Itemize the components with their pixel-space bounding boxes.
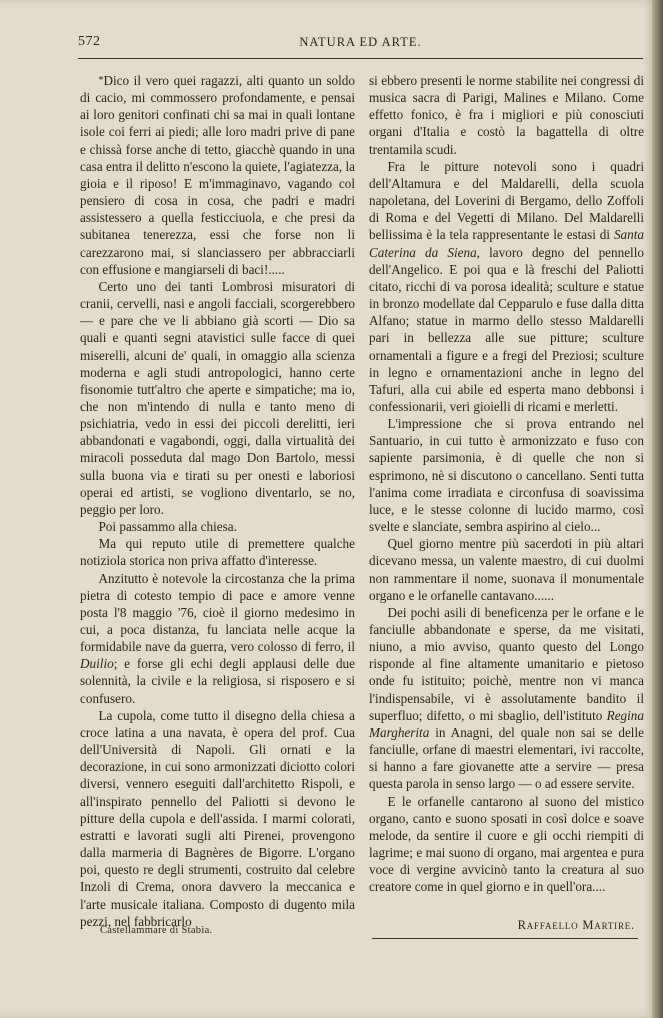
italic-title: Duilio: [80, 656, 114, 672]
paragraph-text: Dico il vero quei ragazzi, alti quanto un soldo di cacio, mi commossero profondamente, e pensai ai loro genitori confinati chi sa mai in quali lontane isole coi ferri ai piedi; alle loro madri prive di pane e chissà forse anche di tetto, giacchè quando in una casa entra il delitto n'escono la quiete, l'agiatezza, la gioia e il riposo! E m'immaginavo, vagando col pensiero di cosa in cosa, che padri e madri assistessero a quella festicciuola, e che presi da subitanea tenerezza, essi che forse non li carezzarono mai, si slanciassero per abbracciarli con effusione e mangiarseli di baci!.....: [80, 73, 355, 277]
paragraph: [80, 72, 355, 278]
italic-title: Regina Margherita: [369, 707, 644, 740]
paragraph: Dei pochi asili di beneficenza per le orfane e le fanciulle abbandonate e sperse, da me visitati, niuno, a mio avviso, quanto questo del Longo risponde al fine altamente umanitario e pietoso onde fu istituito; poichè, mentre non vi manca l'indispensabile, vi è assolutamente bandito il superfluo; difetto, o mi sbaglio, dell'istituto Regina Margherita in Anagni, del quale non sai se delle fanciulle, orfane di maestri elementari, ivi raccolte, si hanno a fare giovanette atte a servire — presa questa parola in senso largo — o ad essere servite.: [369, 604, 644, 792]
paragraph: Quel giorno mentre più sacerdoti in più altari dicevano messa, un valente maestro, di cui duolmi non rammentare il nome, suonava il monumentale organo e le orfanelle cantavano......: [369, 536, 644, 603]
left-column: [80, 72, 355, 930]
signature-rule: [372, 938, 638, 939]
author-signature: Raffaello Martire.: [517, 918, 635, 932]
paragraph: Poi passammo alla chiesa.: [98, 519, 237, 535]
paragraph: Ma qui reputo utile di premettere qualche notiziola storica non priva affatto d'interesse.: [80, 536, 355, 569]
paragraph: E le orfanelle cantarono al suono del mistico organo, canto e suono sposati in così dolce e soave melode, da sentire il cuore e gli occhi riempiti di lagrime; e mai suono di organo, mai argentea e pura voce di vergine avvicinò tanto la creatura al suo creatore come in quel giorno e in quell'ora....: [369, 793, 644, 895]
paragraph: Certo uno dei tanti Lombrosi misuratori di cranii, cervelli, nasi e angoli facciali, scorgerebbero — e pare che ve li abbiano già scorti — Dio sa quali e quanti segni atavistici sulle facce di quei miserelli, alcuni de' quali, in omaggio alla scienza moderna e agli studi antropologici, hanno certe fisonomie tutt'altro che aperte e simpatiche; ma io, che non m'intendo di nulla e tanto meno di psichiatria, vedo in essi dei piccoli derelitti, ieri abbandonati e vagabondi, oggi, dalla virtualità dei miracoli posseduta dal mago Don Bartolo, messi sulla buona via e tirati su per onesti e laboriosi operai ed artisti, se vogliono diventarlo, se no, peggio per loro.: [80, 278, 355, 517]
page-header: [78, 34, 643, 54]
place-line: Castellammare di Stabia.: [100, 925, 213, 936]
running-title: NATURA ED ARTE.: [299, 35, 422, 49]
header-rule: [78, 58, 643, 59]
paragraph: La cupola, come tutto il disegno della chiesa a croce latina a una navata, è opera del prof. Cua dell'Università di Napoli. Gli ornati e la decorazione, in cui sono armonizzati diciotto colori diversi, vennero eseguiti dall'architetto Rispoli, e all'inspirato pennello del Paliotti si devono le pitture della cupola e dell'assida. I marmi colorati, estratti e lavorati sugli alti Pirenei, provengono dalla marmeria di Bagnères de Bigorre. L'organo poi, questo re degli strumenti, costruito dal celebre Inzoli di Crema, onora davvero la meccanica e l'arte musicale italiana. Composto di dugento mila pezzi, nel fabbricarlo: [80, 707, 355, 929]
paragraph: L'impressione che si prova entrando nel Santuario, in cui tutto è armonizzato e fuso con sapiente parsimonia, è di quelle che non si esprimono, nè si discutono o cancellano. Senti tutta l'anima come irradiata e circonfusa di soavissima luce, e le stesse colonne di lucido marmo, così svelte e slanciate, sembra aspirino al cielo...: [369, 416, 644, 535]
right-column: [369, 72, 644, 896]
paragraph: Anzitutto è notevole la circostanza che la prima pietra di cotesto tempio di pace e amore venne posta l'8 maggio '76, cioè il giorno medesimo in cui, a poca distanza, fu lanciata nelle acque la formidabile nave da guerra, vero colosso di ferro, il Duilio; e forse gli echi degli applausi delle due solennità, la civile e la religiosa, si risposero e si confusero.: [80, 570, 355, 706]
italic-title: Santa Caterina da Siena: [369, 227, 644, 260]
page-edge-shadow: [652, 0, 663, 1018]
page-number: 572: [78, 34, 101, 49]
paragraph: si ebbero presenti le norme stabilite nei congressi di musica sacra di Parigi, Malines e Milano. Come effetto fonico, è fra i migliori e più conosciuti organi d'Italia e costò la bagattella di oltre trentamila scudi.: [369, 73, 644, 157]
paragraph: Fra le pitture notevoli sono i quadri dell'Altamura e del Maldarelli, della scuola napoletana, del Loverini di Bergamo, dello Zoffoli di Roma e del Vegetti di Milano. Del Maldarelli bellissima è la tela rappresentante le estasi di Santa Caterina da Siena, lavoro degno del pennello dell'Angelico. E poi qua e là freschi del Paliotti citato, ricchi di va porosa idealità; sculture e statue in bronzo modellate dal Cepparulo e fuse dalla ditta Alfano; statue in marmo dello stesso Maldarelli pari in bellezza alle sue pitture; sculture ornamentali a figure e a fregi del Preziosi; sculture in legno e ornamentazioni anche in legno del Tafuri, alla cui abile ed esperta mano debbonsi i confessionarii, veri gioielli di ricami e merletti.: [369, 158, 644, 414]
asterisk-mark: *: [98, 75, 104, 86]
